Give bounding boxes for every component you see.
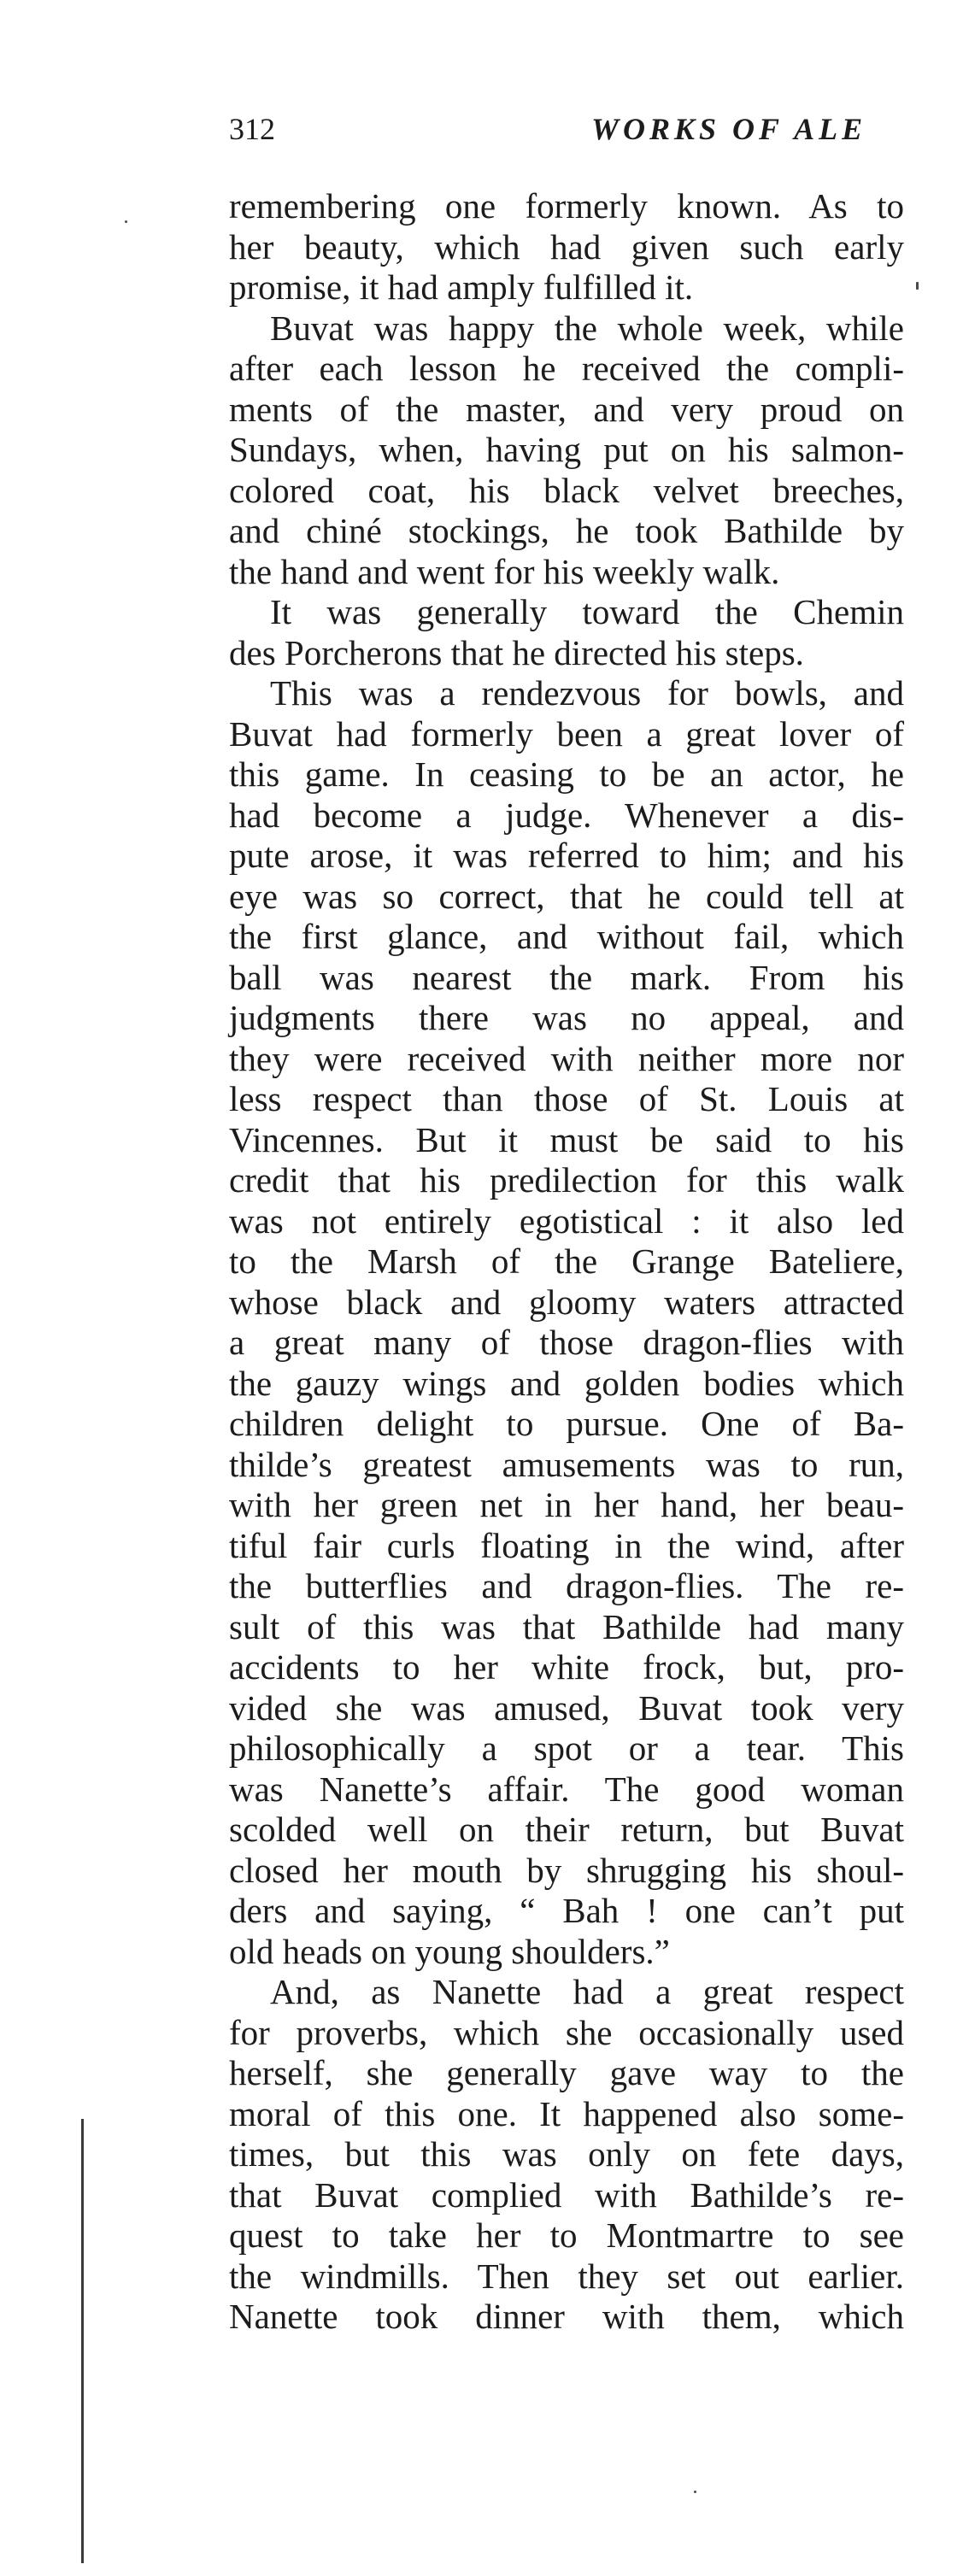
text-line: des Porcherons that he directed his steps. xyxy=(229,632,804,672)
text-line: they were received with neither more nor xyxy=(229,1038,904,1078)
text-line: philosophically a spot or a tear. This xyxy=(229,1728,904,1768)
text-line: Buvat had formerly been a great lover of xyxy=(229,713,904,754)
print-speck xyxy=(694,2491,696,2493)
text-line: quest to take her to Montmartre to see xyxy=(229,2215,904,2255)
text-line: moral of this one. It happened also some- xyxy=(229,2093,904,2133)
text-line: judgments there was no appeal, and xyxy=(229,998,904,1037)
page-number: 312 xyxy=(229,112,275,146)
text-line: accidents to her white frock, but, pro- xyxy=(229,1647,904,1687)
text-line: and chiné stockings, he took Bathilde by xyxy=(229,511,904,550)
text-line: sult of this was that Bathilde had many xyxy=(229,1606,904,1646)
text-line: the gauzy wings and golden bodies which xyxy=(229,1363,904,1403)
text-line: closed her mouth by shrugging his shoul- xyxy=(229,1850,904,1890)
text-line: vided she was amused, Buvat took very xyxy=(229,1687,904,1728)
text-line: her beauty, which had given such early xyxy=(229,226,904,267)
text-line: the butterflies and dragon-flies. The re- xyxy=(229,1566,904,1605)
text-line: to the Marsh of the Grange Bateliere, xyxy=(229,1241,904,1281)
text-line: had become a judge. Whenever a dis- xyxy=(229,795,904,835)
text-line: This was a rendezvous for bowls, and xyxy=(270,673,904,713)
text-line: less respect than those of St. Louis at xyxy=(229,1079,904,1118)
text-line: Vincennes. But it must be said to his xyxy=(229,1119,904,1159)
text-line: pute arose, it was referred to him; and his xyxy=(229,836,904,875)
text-line: this game. In ceasing to be an actor, he xyxy=(229,754,904,794)
text-line: after each lesson he received the compli- xyxy=(229,349,904,388)
text-line: children delight to pursue. One of Ba- xyxy=(229,1404,904,1443)
text-line: It was generally toward the Chemin xyxy=(270,592,904,631)
text-line: eye was so correct, that he could tell at xyxy=(229,876,904,916)
text-line: was Nanette’s affair. The good woman xyxy=(229,1769,904,1809)
text-line: for proverbs, which she occasionally used xyxy=(229,2012,904,2052)
text-line: Nanette took dinner with them, which xyxy=(229,2297,904,2336)
text-line: herself, she generally gave way to the xyxy=(229,2053,904,2092)
text-line: whose black and gloomy waters attracted xyxy=(229,1282,904,1322)
text-line: Sundays, when, having put on his salmon- xyxy=(229,430,904,469)
text-line: promise, it had amply fulfilled it. xyxy=(229,267,694,307)
print-speck xyxy=(125,220,127,223)
text-line: with her green net in her hand, her beau- xyxy=(229,1485,904,1524)
text-line: And, as Nanette had a great respect xyxy=(270,1972,904,2011)
text-line: Buvat was happy the whole week, while xyxy=(270,308,904,348)
text-line: thilde’s greatest amusements was to run, xyxy=(229,1444,904,1484)
text-line: a great many of those dragon-flies with xyxy=(229,1323,904,1362)
text-line: ders and saying, “ Bah ! one can’t put xyxy=(229,1891,904,1930)
text-line: the windmills. Then they set out earlier. xyxy=(229,2256,904,2296)
print-speck xyxy=(916,282,919,290)
text-line: scolded well on their return, but Buvat xyxy=(229,1810,904,1849)
text-line: that Buvat complied with Bathilde’s re- xyxy=(229,2174,904,2215)
text-line: the first glance, and without fail, which xyxy=(229,917,904,956)
text-line: ments of the master, and very proud on xyxy=(229,389,904,429)
text-line: ball was nearest the mark. From his xyxy=(229,957,904,997)
text-line: credit that his predilection for this walk xyxy=(229,1160,904,1200)
text-line: was not entirely egotistical : it also led xyxy=(229,1200,904,1241)
running-title: WORKS OF ALE xyxy=(591,112,867,146)
margin-rule xyxy=(81,2119,84,2563)
text-line: colored coat, his black velvet breeches, xyxy=(229,470,904,510)
body-text xyxy=(229,186,904,2338)
text-line: remembering one formerly known. As to xyxy=(229,186,904,226)
text-line: times, but this was only on fete days, xyxy=(229,2134,904,2174)
text-line: tiful fair curls floating in the wind, after xyxy=(229,1525,904,1565)
text-line: old heads on young shoulders.” xyxy=(229,1931,670,1971)
text-line: the hand and went for his weekly walk. xyxy=(229,551,780,591)
